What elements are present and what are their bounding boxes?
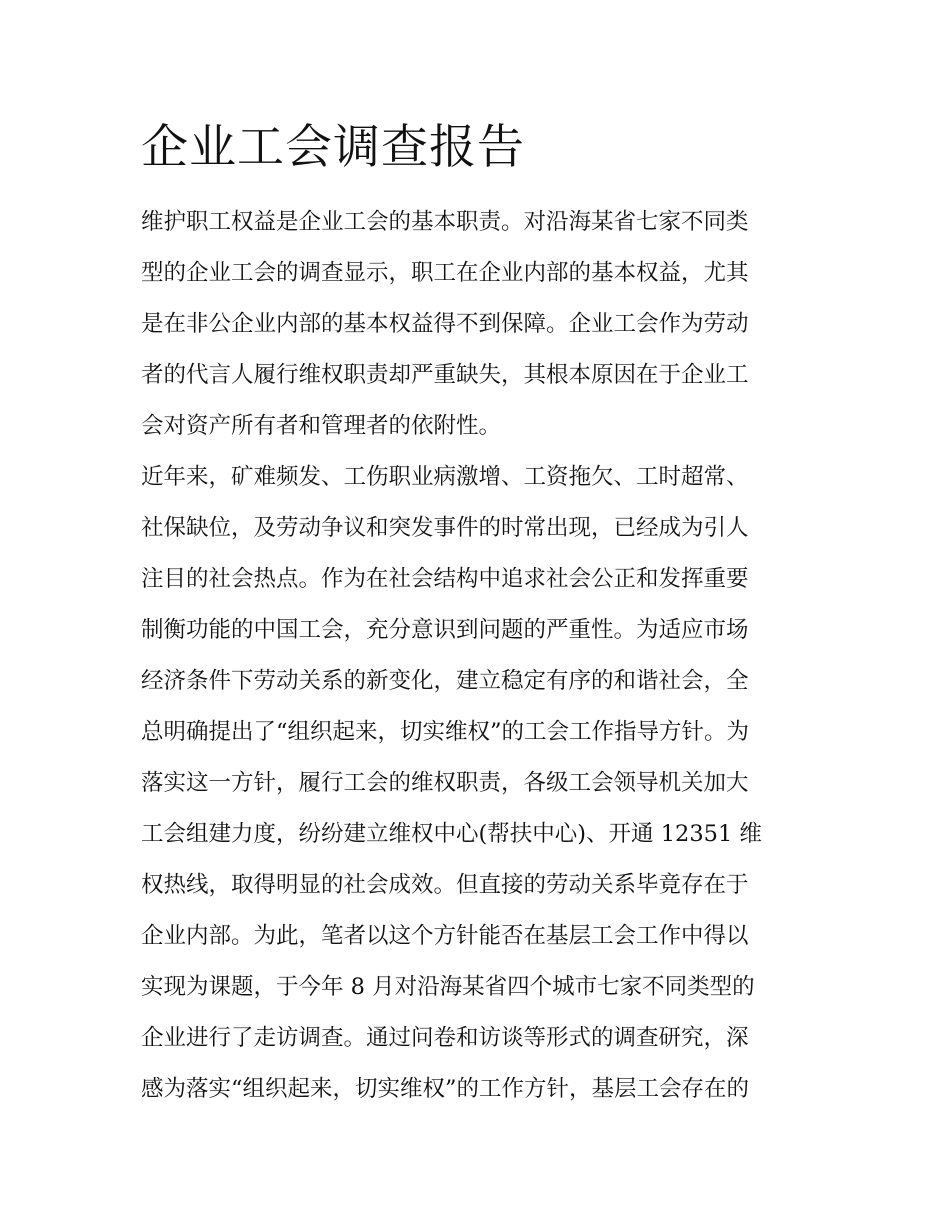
paragraph-1-line-3: 是在非公企业内部的基本权益得不到保障。企业工会作为劳动	[141, 311, 749, 337]
paragraph-2-line-7: 落实这一方针，履行工会的维权职责，各级工会领导机关加大	[141, 770, 749, 796]
paragraph-1-line-4: 者的代言人履行维权职责却严重缺失，其根本原因在于企业工	[141, 362, 749, 388]
paragraph-2-line-8: 工会组建力度，纷纷建立维权中心(帮扶中心)、开通 12351 维	[141, 821, 762, 847]
paragraph-2-line-9: 权热线，取得明显的社会成效。但直接的劳动关系毕竟存在于	[141, 872, 749, 898]
paragraph-2-line-5: 经济条件下劳动关系的新变化，建立稳定有序的和谐社会，全	[141, 668, 749, 694]
paragraph-2-line-12: 企业进行了走访调查。通过问卷和访谈等形式的调查研究，深	[141, 1025, 749, 1051]
paragraph-1-line-2: 型的企业工会的调查显示，职工在企业内部的基本权益，尤其	[141, 260, 749, 286]
paragraph-1	[141, 197, 821, 452]
paragraph-2-line-3: 注目的社会热点。作为在社会结构中追求社会公正和发挥重要	[141, 566, 749, 592]
paragraph-1-line-1: 维护职工权益是企业工会的基本职责。对沿海某省七家不同类	[141, 209, 749, 235]
paragraph-2-line-13: 感为落实“组织起来，切实维权”的工作方针，基层工会存在的	[141, 1076, 750, 1102]
paragraph-2-line-11: 实现为课题，于今年 8 月对沿海某省四个城市七家不同类型的	[141, 974, 755, 1000]
paragraph-1-line-5: 会对资产所有者和管理者的依附性。	[141, 413, 502, 439]
document-title: 企业工会调查报告	[141, 120, 525, 175]
paragraph-2-line-2: 社保缺位，及劳动争议和突发事件的时常出现，已经成为引人	[141, 515, 749, 541]
paragraph-2-line-10: 企业内部。为此，笔者以这个方针能否在基层工会工作中得以	[141, 923, 749, 949]
paragraph-2-line-4: 制衡功能的中国工会，充分意识到问题的严重性。为适应市场	[141, 617, 749, 643]
paragraph-2	[141, 452, 821, 1115]
paragraph-2-line-6: 总明确提出了“组织起来，切实维权”的工会工作指导方针。为	[141, 719, 750, 745]
paragraph-2-line-1: 近年来，矿难频发、工伤职业病激增、工资拖欠、工时超常、	[141, 464, 749, 490]
